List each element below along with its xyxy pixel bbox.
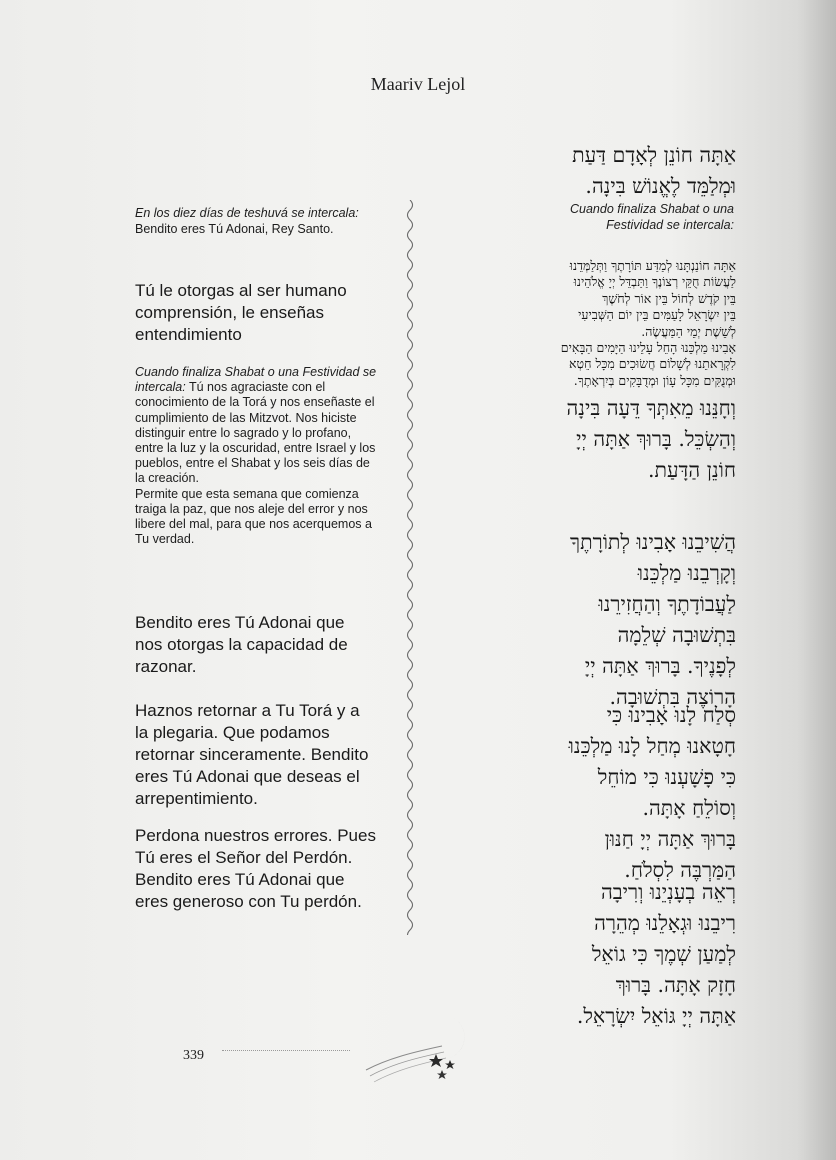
hebrew-line: וְסוֹלֵחַ אָתָּה. — [642, 796, 736, 820]
wavy-divider — [402, 200, 418, 935]
note-teshuva — [135, 206, 385, 237]
hebrew-block-3 — [570, 527, 736, 713]
hebrew-line: סְלַח לָנוּ אָבִינוּ כִּי — [606, 703, 736, 727]
hebrew-line: וְחָנֵּנוּ מֵאִתְּךָ דֵּעָה בִּינָה — [566, 396, 736, 420]
hebrew-line: לַעֲבוֹדָתֶךָ וְהַחֲזִירֵנוּ — [598, 592, 736, 616]
hebrew-line: הַמַּרְבֶּה לִסְלֹחַ. — [624, 858, 736, 882]
hebrew-line: רְאֵה בְעָנְיֵנוּ וְרִיבָה — [601, 880, 736, 904]
hebrew-line: אַתָּה חוֹנֵן לְאָדָם דַּעַת — [572, 143, 736, 167]
moon-stars-ornament-icon — [364, 1010, 474, 1090]
note-shabat-text2: Permite que esta semana que comienza traiga la paz, que nos aleje del error y nos libere del mal, para que nos acerquemos a Tu verdad. — [135, 486, 372, 547]
hebrew-block-4 — [569, 700, 736, 886]
note-shabat-text: Tú nos agraciaste con el conocimiento de la Torá y nos enseñaste el cumplimiento de las Mitzvot. Nos hiciste distinguir entre lo sagrado y lo profano, entre la luz y la oscuridad, entre Israel y los pueblos, entre el Shabat y los seis días de la creación. — [135, 380, 376, 486]
hebrew-line: הָרוֹצֶה בִּתְשׁוּבָה. — [609, 685, 736, 709]
note-shabat — [135, 365, 383, 547]
page-title: Maariv Lejol — [370, 74, 466, 94]
hebrew-line: רִיבֵנוּ וּגְאָלֵנוּ מְהֵרָה — [594, 911, 736, 935]
hebrew-line: חָזָק אָתָּה. בָּרוּךְ — [615, 973, 736, 997]
hebrew-line: וּמְנֻקִּים מִכָּל עָוֹן וּמְדֻבָּקִים בְּיִרְאָתֶךָ. — [573, 372, 736, 388]
hebrew-line: וְהַשְׂכֵּל. בָּרוּךְ אַתָּה יְיָ — [576, 427, 736, 451]
hebrew-line: הֲשִׁיבֵנוּ אָבִינוּ לְתוֹרָתֶךָ — [570, 530, 736, 554]
paragraph-razonar: Bendito eres Tú Adonai que nos otorgas la capacidad de razonar. — [135, 613, 348, 676]
note-shabat-italic: Cuando finaliza Shabat o una Festividad se intercala: — [135, 365, 377, 395]
hebrew-block-1 — [572, 140, 736, 202]
hebrew-line: בָּרוּךְ אַתָּה יְיָ חַנּוּן — [604, 827, 736, 851]
hebrew-block-2 — [567, 393, 737, 486]
paragraph-perdona: Perdona nuestros errores. Pues Tú eres el Señor del Perdón. Bendito eres Tú Adonai que eres generoso con Tu perdón. — [135, 826, 376, 911]
hebrew-line: בִּתְשׁוּבָה שְׁלֵמָה — [617, 623, 736, 647]
hebrew-line: וְקָרְבֵנוּ מַלְכֵּנוּ — [637, 561, 736, 585]
hebrew-line: אַתָּה יְיָ גּוֹאֵל יִשְׂרָאֵל. — [576, 1004, 736, 1028]
hebrew-line: אַתָּה חוֹנַנְתָּנוּ לְמַדַּע תּוֹרָתֶךָ וַתְּלַמְּדֵנוּ — [569, 258, 736, 273]
hebrew-line: בֵּין יִשְׂרָאֵל לָעַמִּים בֵּין יוֹם הַשְּׁבִיעִי — [578, 307, 736, 323]
hebrew-block-5 — [577, 877, 736, 1032]
note-shabat-hebrew-side: Cuando finaliza Shabat o una Festividad se intercala: — [569, 202, 734, 232]
hebrew-block-havdala — [561, 258, 736, 389]
page-edge-shadow — [796, 0, 836, 1160]
hebrew-line: לַעֲשׂוֹת חֻקֵּי רְצוֹנֶךָ וַתַּבְדֵּל יְיָ אֱלֹהֵינוּ — [573, 274, 736, 290]
hebrew-line: לִקְרָאתֵנוּ לְשָׁלוֹם חֲשׂוּכִים מִכָּל חֵטְא — [569, 356, 736, 372]
note-teshuva-italic: En los diez días de teshuvá se intercala: — [135, 206, 359, 220]
hebrew-line: לְמַעַן שְׁמֶךָ כִּי גוֹאֵל — [591, 942, 736, 966]
footer-dotted-rule — [222, 1050, 350, 1051]
hebrew-line: כִּי פָשָׁעְנוּ כִּי מוֹחֵל — [597, 765, 736, 789]
paragraph-comprension: Tú le otorgas al ser humano comprensión, le enseñas entendimiento — [135, 281, 347, 344]
paragraph-retornar: Haznos retornar a Tu Torá y a la plegaria. Que podamos retornar sinceramente. Bendito eres Tú Adonai que deseas el arrepentimiento. — [135, 701, 369, 808]
hebrew-line: חָטָאנוּ מְחַל לָנוּ מַלְכֵּנוּ — [568, 734, 736, 758]
show-through-text — [318, 38, 322, 65]
hebrew-line: וּמְלַמֵּד לֶאֱנוֹשׁ בִּינָה. — [585, 174, 736, 198]
hebrew-line: אָבִינוּ מַלְכֵּנוּ הָחֵל עָלֵינוּ הַיָּמִים הַבָּאִים — [560, 340, 736, 356]
page-number: 339 — [183, 1048, 204, 1063]
hebrew-line: לְשֵׁשֶׁת יְמֵי הַמַּעֲשֶׂה. — [641, 323, 736, 339]
hebrew-line: חוֹנֵן הַדָּעַת. — [647, 458, 736, 482]
note-teshuva-text: Bendito eres Tú Adonai, Rey Santo. — [135, 221, 334, 236]
hebrew-line: בֵּין קֹדֶשׁ לְחוֹל בֵּין אוֹר לְחֹשֶׁךְ — [602, 290, 736, 306]
hebrew-line: לְפָנֶיךָ. בָּרוּךְ אַתָּה יְיָ — [584, 654, 736, 678]
